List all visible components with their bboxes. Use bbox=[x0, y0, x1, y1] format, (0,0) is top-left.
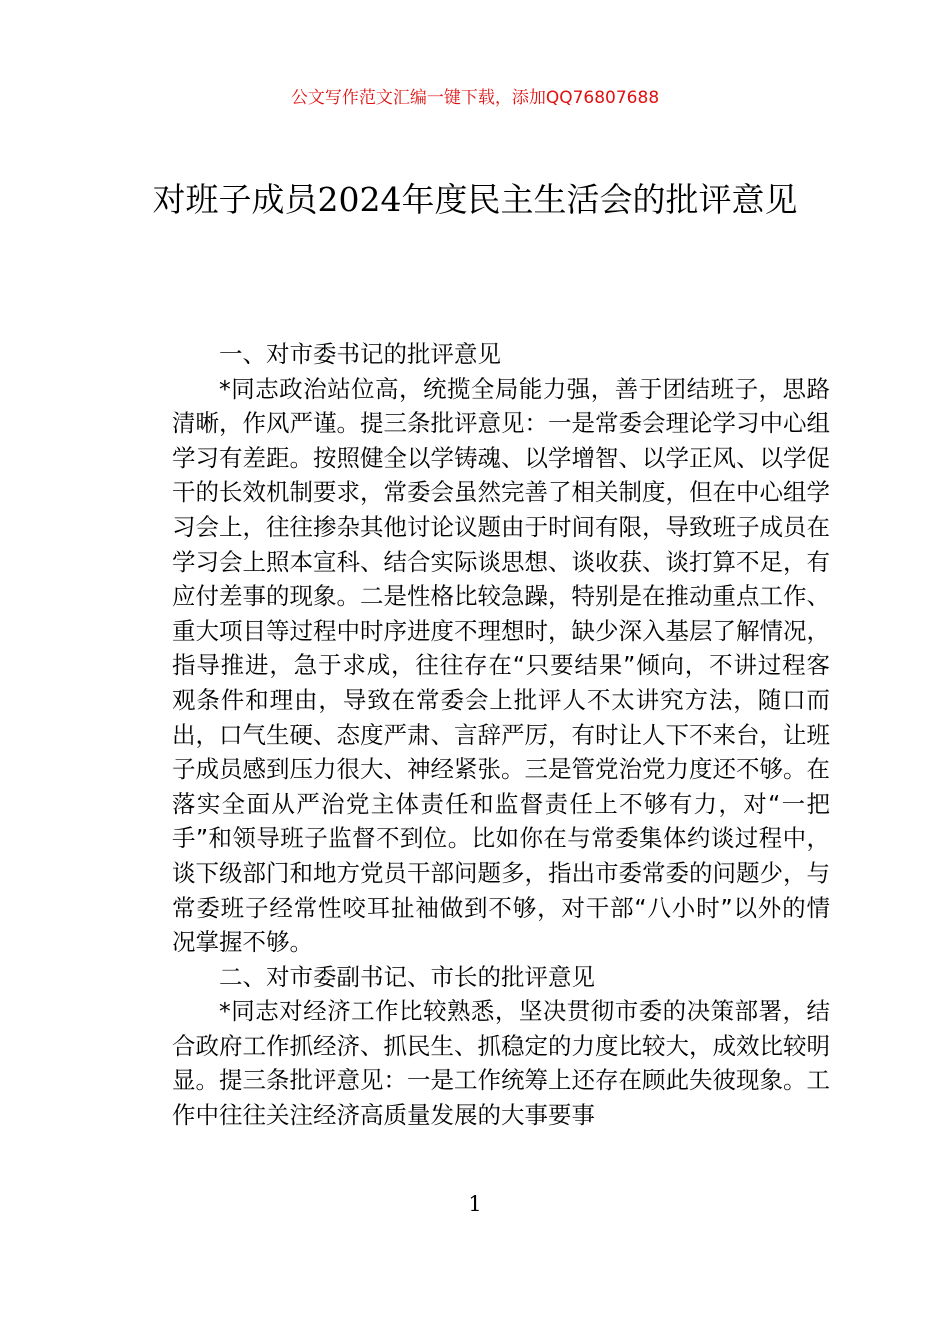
document-title: 对班子成员2024年度民主生活会的批评意见 bbox=[152, 180, 798, 219]
page-number: 1 bbox=[468, 1192, 482, 1216]
section-heading: 一、对市委书记的批评意见 bbox=[219, 340, 501, 368]
header-note: 公文写作范文汇编一键下载，添加QQ76807688 bbox=[290, 88, 660, 108]
section-paragraph: *同志对经济工作比较熟悉，坚决贯彻市委的决策部署，结合政府工作抓经济、抓民生、抓稳定的力度比较大，成效比较明显。提三条批评意见：一是工作统筹上还存在顾此失彼现象。工作中往往关注经济高质量发展的大事要事 bbox=[172, 997, 830, 1130]
document-body bbox=[172, 337, 830, 1133]
section-paragraph: *同志政治站位高，统揽全局能力强，善于团结班子，思路清晰，作风严谨。提三条批评意见：一是常委会理论学习中心组学习有差距。按照健全以学铸魂、以学增智、以学正风、以学促干的长效机制要求，常委会虽然完善了相关制度，但在中心组学习会上，往往掺杂其他讨论议题由于时间有限，导致班子成员在学习会上照本宣科、结合实际谈思想、谈收获、谈打算不足，有应付差事的现象。二是性格比较急躁，特别是在推动重点工作、重大项目等过程中时序进度不理想时，缺少深入基层了解情况，指导推进，急于求成，往往存在“只要结果”倾向，不讲过程客观条件和理由，导致在常委会上批评人不太讲究方法，随口而出，口气生硬、态度严肃、言辞严厉，有时让人下不来台，让班子成员感到压力很大、神经紧张。三是管党治党力度还不够。在落实全面从严治党主体责任和监督责任上不够有力，对“一把手”和领导班子监督不到位。比如你在与常委集体约谈过程中，谈下级部门和地方党员干部问题多，指出市委常委的问题少，与常委班子经常性咬耳扯袖做到不够，对干部“八小时”以外的情况掌握不够。 bbox=[172, 374, 830, 957]
section-heading: 二、对市委副书记、市长的批评意见 bbox=[219, 962, 595, 991]
